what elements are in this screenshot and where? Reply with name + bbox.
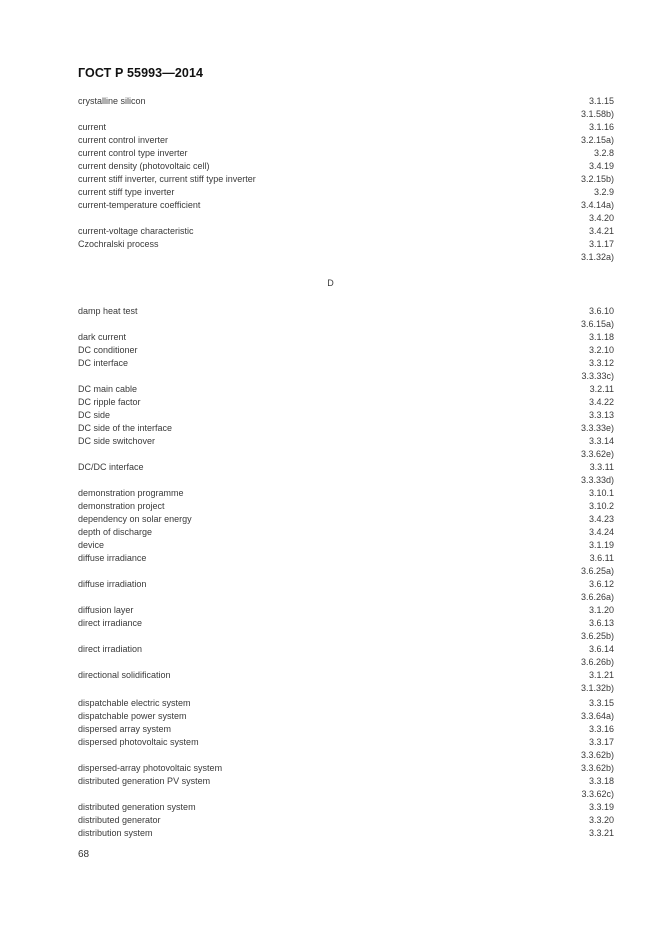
index-reference: 3.4.23 bbox=[588, 514, 614, 524]
index-term: current-voltage characteristic bbox=[78, 226, 194, 236]
index-reference: 3.2.8 bbox=[593, 148, 614, 158]
index-entry bbox=[78, 108, 614, 121]
index-entry bbox=[78, 121, 614, 134]
index-term: device bbox=[78, 540, 105, 550]
index-entry bbox=[78, 604, 614, 617]
index-term: distribution system bbox=[78, 828, 153, 838]
index-reference: 3.3.16 bbox=[588, 724, 614, 734]
index-term: demonstration project bbox=[78, 501, 165, 511]
index-reference: 3.3.11 bbox=[589, 462, 614, 472]
index-entry bbox=[78, 225, 614, 238]
section-letter-d: D bbox=[327, 278, 334, 288]
index-entry bbox=[78, 212, 614, 225]
index-reference: 3.1.15 bbox=[588, 96, 614, 106]
index-reference: 3.6.25b) bbox=[580, 631, 614, 641]
index-entry bbox=[78, 173, 614, 186]
index-entry bbox=[78, 814, 614, 827]
index-entry bbox=[78, 539, 614, 552]
index-entry bbox=[78, 552, 614, 565]
index-reference: 3.4.14a) bbox=[580, 200, 614, 210]
index-reference: 3.6.14 bbox=[588, 644, 614, 654]
index-term: dark current bbox=[78, 332, 127, 342]
index-reference: 3.4.24 bbox=[588, 527, 614, 537]
index-reference: 3.2.11 bbox=[589, 384, 614, 394]
index-entry bbox=[78, 448, 614, 461]
index-reference: 3.3.33d) bbox=[580, 475, 614, 485]
index-term: current density (photovoltaic cell) bbox=[78, 161, 210, 171]
index-term: DC main cable bbox=[78, 384, 138, 394]
index-reference: 3.3.14 bbox=[588, 436, 614, 446]
index-entry bbox=[78, 344, 614, 357]
index-reference: 3.2.9 bbox=[593, 187, 614, 197]
index-entry bbox=[78, 147, 614, 160]
index-reference: 3.2.15a) bbox=[580, 135, 614, 145]
index-entry bbox=[78, 461, 614, 474]
index-term: dispersed-array photovoltaic system bbox=[78, 763, 223, 773]
index-reference: 3.6.10 bbox=[588, 306, 614, 316]
index-term: DC side switchover bbox=[78, 436, 156, 446]
index-entry bbox=[78, 474, 614, 487]
index-term: DC side bbox=[78, 410, 111, 420]
index-entry bbox=[78, 630, 614, 643]
index-entry bbox=[78, 134, 614, 147]
index-reference: 3.3.15 bbox=[588, 698, 614, 708]
index-reference: 3.3.20 bbox=[588, 815, 614, 825]
index-term: current bbox=[78, 122, 107, 132]
index-entry bbox=[78, 370, 614, 383]
index-reference: 3.6.26b) bbox=[580, 657, 614, 667]
index-reference: 3.6.13 bbox=[588, 618, 614, 628]
index-entry bbox=[78, 827, 614, 840]
index-term: current stiff type inverter bbox=[78, 187, 175, 197]
index-term: Czochralski process bbox=[78, 239, 159, 249]
index-term: dependency on solar energy bbox=[78, 514, 192, 524]
index-reference: 3.1.32b) bbox=[580, 683, 614, 693]
index-reference: 3.3.62b) bbox=[580, 763, 614, 773]
index-term: damp heat test bbox=[78, 306, 138, 316]
index-entry bbox=[78, 749, 614, 762]
index-reference: 3.1.58b) bbox=[580, 109, 614, 119]
index-entry bbox=[78, 357, 614, 370]
index-entry bbox=[78, 500, 614, 513]
index-reference: 3.3.17 bbox=[588, 737, 614, 747]
index-entry bbox=[78, 656, 614, 669]
index-reference: 3.3.62e) bbox=[580, 449, 614, 459]
index-reference: 3.6.11 bbox=[589, 553, 614, 563]
index-term: current control type inverter bbox=[78, 148, 188, 158]
index-entry bbox=[78, 95, 614, 108]
index-term: current-temperature coefficient bbox=[78, 200, 201, 210]
index-reference: 3.3.33e) bbox=[580, 423, 614, 433]
index-reference: 3.1.16 bbox=[588, 122, 614, 132]
index-entry bbox=[78, 801, 614, 814]
index-entry bbox=[78, 238, 614, 251]
index-entry bbox=[78, 788, 614, 801]
index-term: depth of discharge bbox=[78, 527, 153, 537]
index-entry bbox=[78, 186, 614, 199]
index-term: dispersed photovoltaic system bbox=[78, 737, 199, 747]
index-reference: 3.6.26a) bbox=[580, 592, 614, 602]
index-term: directional solidification bbox=[78, 670, 171, 680]
index-entry bbox=[78, 318, 614, 331]
index-term: direct irradiation bbox=[78, 644, 143, 654]
index-term: DC ripple factor bbox=[78, 397, 141, 407]
index-entry bbox=[78, 487, 614, 500]
index-entry bbox=[78, 617, 614, 630]
page-number: 68 bbox=[78, 849, 90, 860]
index-reference: 3.4.22 bbox=[588, 397, 614, 407]
index-entry bbox=[78, 396, 614, 409]
index-term: distributed generator bbox=[78, 815, 161, 825]
index-term: direct irradiance bbox=[78, 618, 143, 628]
index-entry bbox=[78, 331, 614, 344]
index-reference: 3.3.21 bbox=[588, 828, 614, 838]
index-entry bbox=[78, 669, 614, 682]
index-entry bbox=[78, 383, 614, 396]
index-entry bbox=[78, 723, 614, 736]
index-entry bbox=[78, 160, 614, 173]
index-reference: 3.4.19 bbox=[588, 161, 614, 171]
index-term: diffusion layer bbox=[78, 605, 134, 615]
index-reference: 3.3.12 bbox=[588, 358, 614, 368]
index-reference: 3.1.19 bbox=[588, 540, 614, 550]
index-entry bbox=[78, 305, 614, 318]
index-term: diffuse irradiance bbox=[78, 553, 147, 563]
document-header-title: ГОСТ Р 55993—2014 bbox=[78, 66, 204, 80]
index-reference: 3.10.1 bbox=[588, 488, 614, 498]
index-entry bbox=[78, 251, 614, 264]
index-entry bbox=[78, 697, 614, 710]
index-term: crystalline silicon bbox=[78, 96, 146, 106]
index-reference: 3.4.21 bbox=[588, 226, 614, 236]
index-term: current stiff inverter, current stiff type inverter bbox=[78, 174, 256, 184]
index-reference: 3.3.33c) bbox=[581, 371, 614, 381]
index-entry bbox=[78, 565, 614, 578]
index-term: DC side of the interface bbox=[78, 423, 173, 433]
index-reference: 3.4.20 bbox=[588, 213, 614, 223]
index-reference: 3.2.10 bbox=[588, 345, 614, 355]
index-reference: 3.3.18 bbox=[588, 776, 614, 786]
index-reference: 3.3.62c) bbox=[581, 789, 614, 799]
index-reference: 3.3.62b) bbox=[580, 750, 614, 760]
index-term: dispatchable power system bbox=[78, 711, 187, 721]
index-entry bbox=[78, 422, 614, 435]
index-term: dispersed array system bbox=[78, 724, 172, 734]
index-entry bbox=[78, 682, 614, 695]
index-term: distributed generation system bbox=[78, 802, 196, 812]
index-reference: 3.3.19 bbox=[588, 802, 614, 812]
index-entry bbox=[78, 409, 614, 422]
index-reference: 3.1.18 bbox=[588, 332, 614, 342]
index-term: distributed generation PV system bbox=[78, 776, 211, 786]
index-reference: 3.1.20 bbox=[588, 605, 614, 615]
index-term: demonstration programme bbox=[78, 488, 184, 498]
index-reference: 3.1.17 bbox=[588, 239, 614, 249]
index-term: dispatchable electric system bbox=[78, 698, 191, 708]
index-term: current control inverter bbox=[78, 135, 169, 145]
index-entry bbox=[78, 762, 614, 775]
index-reference: 3.10.2 bbox=[588, 501, 614, 511]
index-term: DC interface bbox=[78, 358, 129, 368]
index-reference: 3.6.15a) bbox=[580, 319, 614, 329]
index-entry bbox=[78, 710, 614, 723]
index-reference: 3.1.21 bbox=[588, 670, 614, 680]
index-entry bbox=[78, 526, 614, 539]
index-entry bbox=[78, 513, 614, 526]
index-reference: 3.2.15b) bbox=[580, 174, 614, 184]
index-reference: 3.6.25a) bbox=[580, 566, 614, 576]
index-term: diffuse irradiation bbox=[78, 579, 147, 589]
index-entry bbox=[78, 736, 614, 749]
index-entry bbox=[78, 199, 614, 212]
index-term: DC/DC interface bbox=[78, 462, 144, 472]
index-entry bbox=[78, 435, 614, 448]
index-entry bbox=[78, 775, 614, 788]
index-reference: 3.3.64a) bbox=[580, 711, 614, 721]
index-reference: 3.1.32a) bbox=[580, 252, 614, 262]
index-entry bbox=[78, 591, 614, 604]
index-entry bbox=[78, 578, 614, 591]
index-reference: 3.6.12 bbox=[588, 579, 614, 589]
index-term: DC conditioner bbox=[78, 345, 138, 355]
index-reference: 3.3.13 bbox=[588, 410, 614, 420]
index-entry bbox=[78, 643, 614, 656]
